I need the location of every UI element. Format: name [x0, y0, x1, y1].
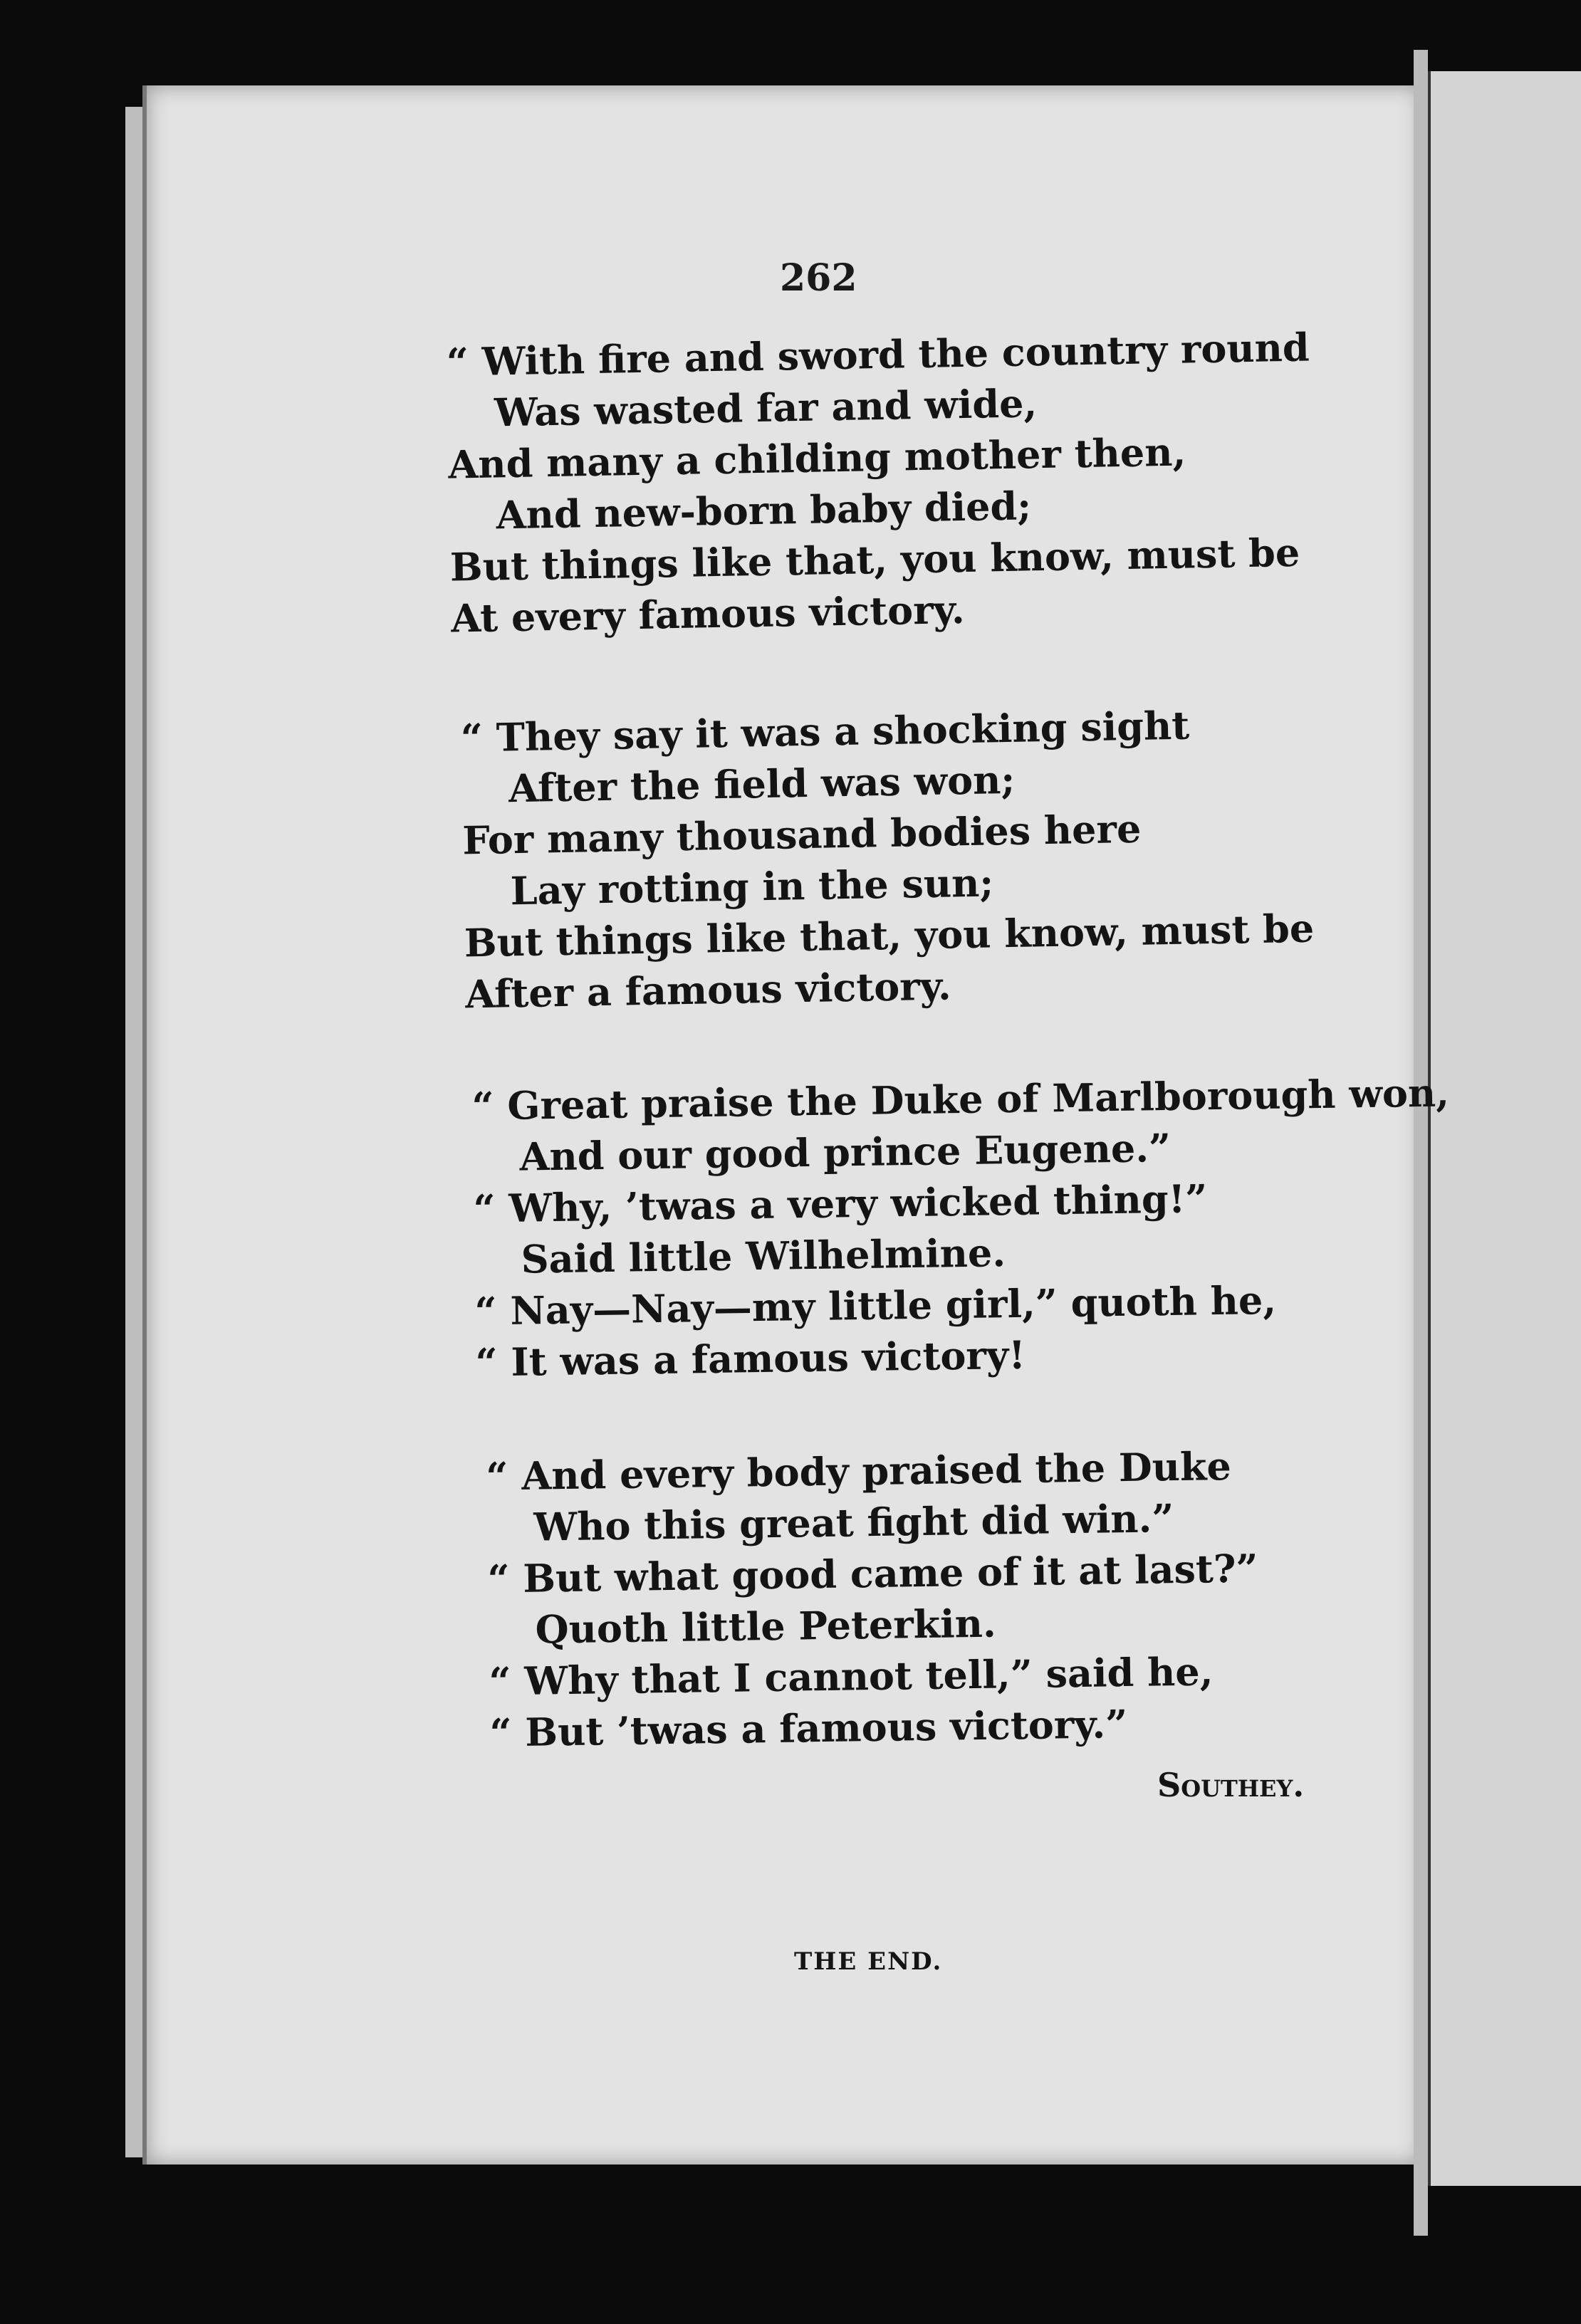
verse-line: “ But ’twas a famous victory.”: [489, 1701, 1128, 1756]
verse-line: Quoth little Peterkin.: [535, 1600, 997, 1653]
verse-line: Lay rotting in the sun;: [510, 859, 994, 914]
verse-line: “ It was a famous victory!: [475, 1331, 1026, 1386]
stanza-4: [486, 1440, 1261, 1758]
verse-line: “ And every body praised the Duke: [486, 1443, 1232, 1499]
verse-line: “ Great praise the Duke of Marlborough won,: [471, 1069, 1450, 1129]
page-edge: [125, 107, 142, 2157]
verse-line: At every famous victory.: [450, 586, 966, 642]
verse-line: But things like that, you know, must be: [464, 905, 1315, 966]
verse-line: After the field was won;: [508, 756, 1016, 812]
verse-line: But things like that, you know, must be: [449, 529, 1300, 590]
verse-line: “ Nay—Nay—my little girl,” quoth he,: [474, 1277, 1277, 1334]
verse-line: “ With fire and sword the country round: [446, 324, 1310, 385]
page-number: 262: [780, 256, 857, 300]
stanza-3: [471, 1067, 1453, 1388]
verse-line: And many a childing mother then,: [447, 429, 1186, 488]
verse-line: For many thousand bodies here: [461, 805, 1142, 864]
stanza-1: [446, 321, 1314, 644]
verse-line: “ Why that I cannot tell,” said he,: [489, 1648, 1214, 1705]
author-attribution: Southey.: [1157, 1766, 1305, 1804]
verse-line: Who this great fight did win.”: [533, 1495, 1174, 1550]
verse-line: Was wasted far and wide,: [494, 380, 1038, 436]
stanza-2: [460, 698, 1315, 1020]
verse-line: “ But what good came of it at last?”: [487, 1545, 1258, 1602]
verse-line: “ Why, ’twas a very wicked thing!”: [473, 1176, 1208, 1232]
verse-line: And our good prince Eugene.”: [519, 1124, 1172, 1180]
verse-line: Said little Wilhelmine.: [521, 1230, 1006, 1282]
end-marker: THE END.: [794, 1947, 943, 1976]
facing-page-edge: [1428, 71, 1581, 2186]
verse-line: And new-born baby died;: [496, 483, 1032, 538]
verse-line: After a famous victory.: [464, 963, 952, 1017]
verse-line: “ They say it was a shocking sight: [460, 702, 1190, 761]
